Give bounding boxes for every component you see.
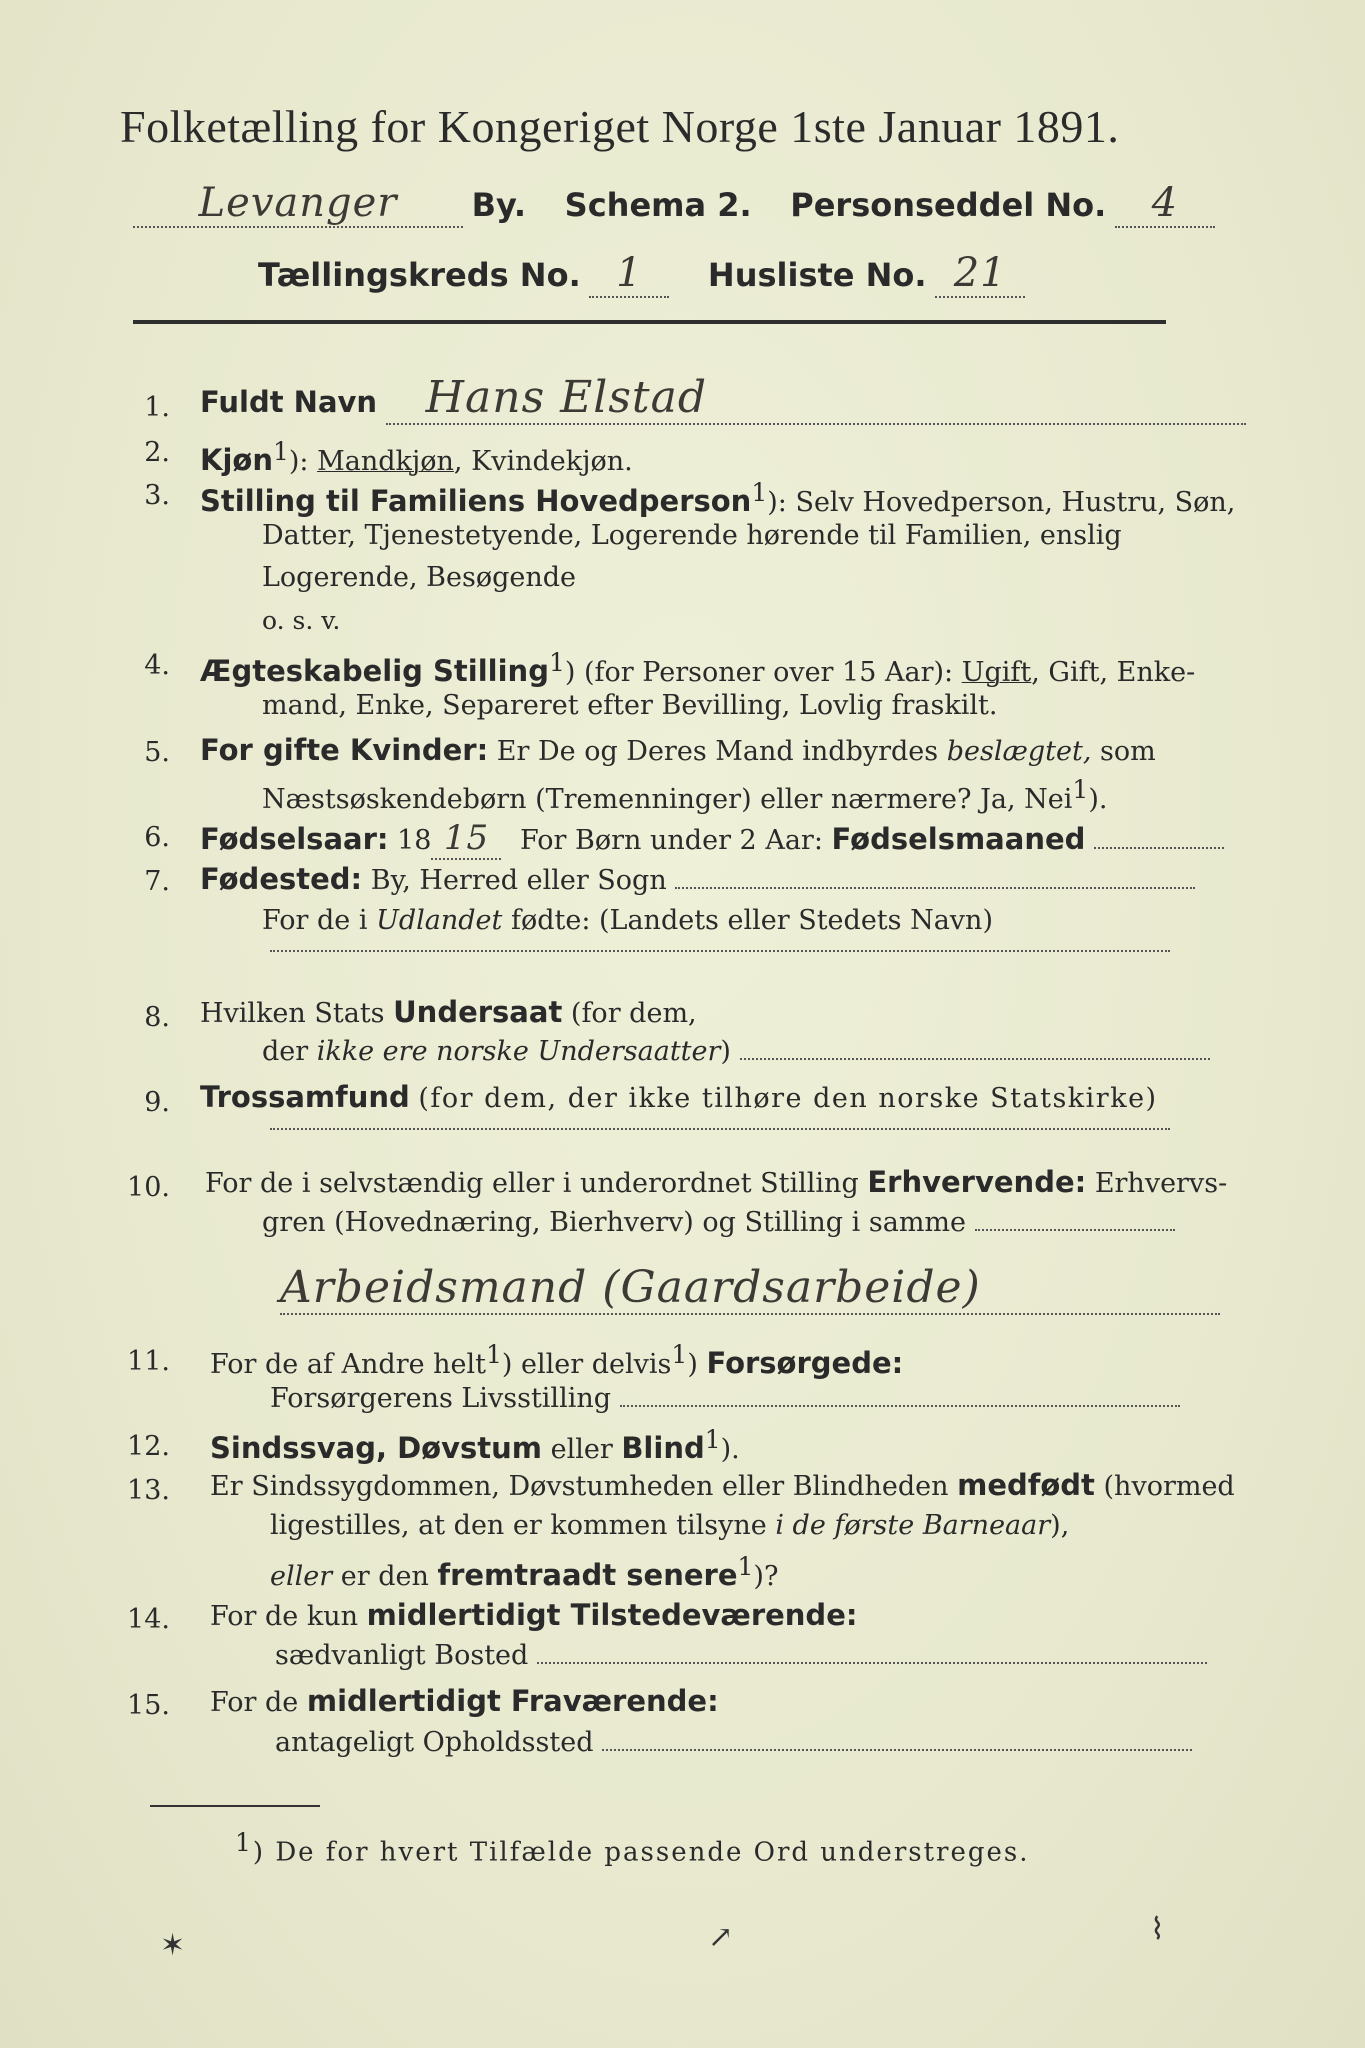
ink-mark-left: ✶ <box>160 1928 186 1963</box>
field-10-row <box>205 1165 1227 1199</box>
field-5-line-1: Er De og Deres Mand indbyrdes <box>496 736 939 767</box>
field-15-line-2: antageligt Opholdssted <box>275 1727 594 1758</box>
field-6-label: Fødselsaar: <box>200 822 389 856</box>
field-5-label: For gifte Kvinder: <box>200 733 489 767</box>
field-7-fill-line <box>270 950 1170 952</box>
field-4-row: Ægteskabelig Stilling$^1$) (for Personer over 15 Aar): Ugift, Gift, Enke- <box>200 648 1196 688</box>
field-13-line-2b: ), <box>1050 1510 1070 1541</box>
field-5-beslaegtet: beslægtet, <box>946 736 1092 767</box>
field-10-fill-line <box>975 1229 1175 1231</box>
field-14-line-2: sædvanligt Bosted <box>275 1640 529 1671</box>
field-8-fill-line <box>740 1058 1210 1060</box>
field-1-number: 1. <box>144 392 170 423</box>
field-14-fill-line <box>537 1662 1207 1664</box>
field-10-line-1b: Erhvervs- <box>1094 1168 1228 1199</box>
husliste-label: Husliste No. <box>707 256 927 294</box>
field-13-line-3a: er den <box>340 1561 429 1592</box>
ink-mark-center: ↗ <box>708 1920 734 1955</box>
field-7-line-1: By, Herred eller Sogn <box>370 865 667 896</box>
field-3-number: 3. <box>144 480 170 511</box>
header-line-2 <box>133 180 1215 228</box>
field-12-label-1: Sindssvag, Døvstum <box>210 1431 542 1465</box>
footnote-text: ) De for hvert Tilfælde passende Ord understreges. <box>252 1837 1030 1868</box>
field-9-row <box>200 1080 1158 1114</box>
field-8-line-1a: Hvilken Stats <box>200 998 385 1029</box>
field-8-line-2-wrap <box>262 1036 1210 1067</box>
field-13-line-2a: ligestilles, at den er kommen tilsyne <box>270 1510 767 1541</box>
field-12-number: 12. <box>127 1431 170 1462</box>
field-4-line-2: mand, Enke, Separeret efter Bevilling, Lovlig fraskilt. <box>262 690 998 721</box>
field-8-line-1b: (for dem, <box>570 998 697 1029</box>
field-4-line-1b: , Gift, Enke- <box>1031 657 1196 688</box>
field-15-row <box>210 1684 719 1718</box>
field-7-label: Fødested: <box>200 862 363 896</box>
field-11-line-2: Forsørgerens Livsstilling <box>270 1383 612 1414</box>
field-1-label: Fuldt Navn <box>200 385 378 419</box>
field-3-label: Stilling til Familiens Hovedperson <box>200 484 752 518</box>
field-9-line-1: (for dem, der ikke tilhøre den norske Statskirke) <box>418 1083 1158 1114</box>
field-14-number: 14. <box>127 1604 170 1635</box>
field-1-row <box>200 372 1246 425</box>
field-5-line-2: Næstsøskendebørn (Tremenninger) eller nærmere? Ja, Nei <box>262 784 1073 815</box>
header-line-3 <box>258 250 1025 298</box>
field-2-option-male: Mandkjøn <box>317 446 454 477</box>
field-10-line-1a: For de i selvstændig eller i underordnet Stilling <box>205 1168 859 1199</box>
field-11-row: For de af Andre helt$^1$) eller delvis$^1$) Forsørgede: <box>210 1340 904 1380</box>
field-2-option-female: Kvindekjøn. <box>471 446 633 477</box>
kreds-label: Tællingskreds No. <box>258 256 581 294</box>
field-8-ikke-norske: ikke ere norske Undersaatter <box>316 1036 721 1067</box>
field-10-number: 10. <box>127 1172 170 1203</box>
field-2-number: 2. <box>144 437 170 468</box>
field-11-line-1b: eller delvis <box>521 1349 672 1380</box>
ink-mark-right: ⌇ <box>1150 1912 1165 1947</box>
field-8-line-2b: ) <box>720 1036 731 1067</box>
field-4-line-1: (for Personer over 15 Aar): <box>583 657 954 688</box>
field-5-line-1b: som <box>1100 736 1156 767</box>
field-13-row <box>210 1468 1235 1502</box>
field-7-line-2-wrap <box>262 905 993 936</box>
field-6-child-line <box>1094 847 1224 849</box>
field-6-number: 6. <box>144 822 170 853</box>
field-11-label: Forsørgede: <box>706 1346 904 1380</box>
field-7-line-2b: fødte: (Landets eller Stedets Navn) <box>510 905 993 936</box>
field-3-line-2: Datter, Tjenestetyende, Logerende hørende til Familien, enslig <box>262 520 1122 551</box>
field-1-value: Hans Elstad <box>386 372 1246 425</box>
footnote-rule <box>150 1805 320 1807</box>
field-4-option-ugift: Ugift <box>961 657 1032 688</box>
field-3-line-3: Logerende, Besøgende <box>262 562 576 593</box>
field-14-label: midlertidigt Tilstedeværende: <box>366 1598 858 1632</box>
field-10-label: Erhvervende: <box>867 1165 1087 1199</box>
husliste-number: 21 <box>935 250 1025 298</box>
field-6-birth-year: 15 <box>431 818 501 860</box>
field-13-line-1b: (hvormed <box>1103 1471 1235 1502</box>
field-12-row: Sindssvag, Døvstum eller Blind$^1$). <box>210 1425 740 1465</box>
field-13-barneaar: i de første Barneaar <box>775 1510 1051 1541</box>
field-10-line-2-wrap <box>262 1207 1175 1238</box>
field-15-label: midlertidigt Fraværende: <box>306 1684 719 1718</box>
field-13-line-3b: ? <box>763 1561 779 1592</box>
by-label: By. <box>471 186 527 224</box>
personseddel-label: Personseddel No. <box>790 186 1107 224</box>
field-15-number: 15. <box>127 1690 170 1721</box>
field-3-row: Stilling til Familiens Hovedperson$^1$): Selv Hovedperson, Hustru, Søn, <box>200 478 1236 518</box>
field-8-label: Undersaat <box>393 995 563 1029</box>
personseddel-number: 4 <box>1115 180 1215 228</box>
field-13-label-1: medfødt <box>957 1468 1095 1502</box>
field-9-label: Trossamfund <box>200 1080 410 1114</box>
field-4-label: Ægteskabelig Stilling <box>200 654 549 688</box>
field-7-udlandet: Udlandet <box>376 905 503 936</box>
field-3-line-1: Selv Hovedperson, Hustru, Søn, <box>795 487 1236 518</box>
footnote-mark: 1 <box>235 1828 253 1857</box>
field-4-number: 4. <box>144 650 170 681</box>
field-13-number: 13. <box>127 1475 170 1506</box>
field-6-row <box>200 818 1224 860</box>
form-title: Folketælling for Kongeriget Norge 1ste Januar 1891. <box>120 101 1120 152</box>
field-15-fill-line <box>602 1749 1192 1751</box>
header-divider <box>133 320 1166 324</box>
field-14-row <box>210 1598 857 1632</box>
field-13-eller: eller <box>270 1561 333 1592</box>
field-10-line-2: gren (Hovednæring, Bierhverv) og Stilling i samme <box>262 1207 967 1238</box>
field-12-label-2: Blind <box>621 1431 705 1465</box>
field-15-line-1a: For de <box>210 1687 299 1718</box>
field-13-line-2-wrap <box>270 1510 1069 1541</box>
field-5-line-2-wrap: Næstsøskendebørn (Tremenninger) eller nærmere? Ja, Nei$^1$). <box>262 775 1108 815</box>
field-7-row <box>200 862 1195 896</box>
field-12-mid: eller <box>550 1434 613 1465</box>
field-11-fill-line <box>620 1405 1180 1407</box>
field-13-label-2: fremtraadt senere <box>437 1558 738 1592</box>
field-3-line-4: o. s. v. <box>262 606 341 635</box>
town-name-handwritten: Levanger <box>133 180 463 228</box>
field-14-line-2-wrap <box>275 1640 1207 1671</box>
schema-label: Schema 2. <box>564 186 752 224</box>
field-11-line-2-wrap <box>270 1383 1180 1414</box>
field-2-row: Kjøn$^1$): Mandkjøn, Kvindekjøn. <box>200 437 633 477</box>
field-9-number: 9. <box>144 1087 170 1118</box>
field-14-line-1a: For de kun <box>210 1601 358 1632</box>
field-6-child-text: For Børn under 2 Aar: <box>520 825 823 856</box>
field-5-row <box>200 733 1156 767</box>
field-13-line-1a: Er Sindssygdommen, Døvstumheden eller Blindheden <box>210 1471 949 1502</box>
field-11-number: 11. <box>127 1346 170 1377</box>
field-7-number: 7. <box>144 866 170 897</box>
field-13-line-3-wrap: eller er den fremtraadt senere$^1$)? <box>270 1552 779 1592</box>
field-2-label: Kjøn <box>200 443 273 477</box>
field-8-number: 8. <box>144 1002 170 1033</box>
kreds-number: 1 <box>589 250 669 298</box>
field-8-line-2a: der <box>262 1036 309 1067</box>
footnote <box>235 1828 1030 1868</box>
field-2-footnote-ref: 1 <box>272 437 289 466</box>
field-7-line-1-fill <box>675 887 1195 889</box>
field-10-value: Arbeidsmand (Gaardsarbeide) <box>280 1262 1220 1315</box>
field-5-number: 5. <box>144 737 170 768</box>
field-7-line-2a: For de i <box>262 905 368 936</box>
field-11-line-1a: For de af Andre helt <box>210 1349 487 1380</box>
field-8-row <box>200 995 697 1029</box>
field-15-line-2-wrap <box>275 1727 1192 1758</box>
field-6-child-label: Fødselsmaaned <box>831 822 1086 856</box>
field-6-prefix: 18 <box>397 825 432 856</box>
field-9-fill-line <box>270 1128 1170 1130</box>
